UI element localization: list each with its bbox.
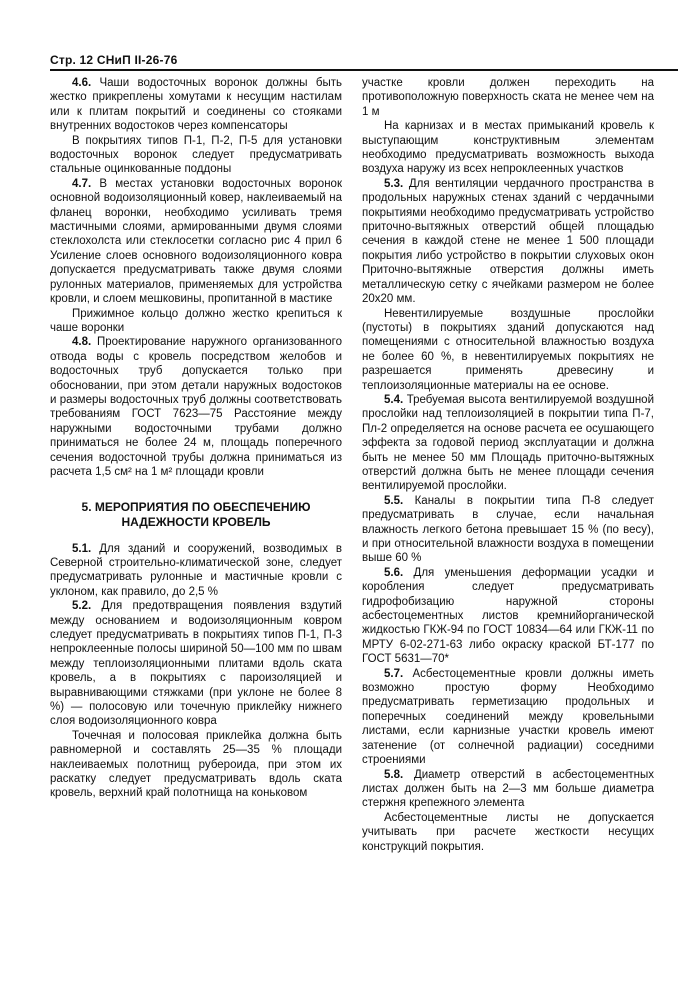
paragraph-4-7 <box>50 177 342 307</box>
clause-number: 5.1. <box>72 542 92 555</box>
clause-number: 4.6. <box>72 77 92 89</box>
paragraph-text: Чаши водосточных воронок должны быть жестко прикреплены хомутами к несущим настилам или к плитам покрытий и соединены со стояками внутренних водостоков через компенсаторы <box>50 77 342 133</box>
paragraph-text: Невентилируемые воздушные прослойки (пустоты) в покрытиях зданий допускаются над помещениями с относительной влажностью воздуха не более 60 %, в невентилируемых покрытиях не разрешается применять древесину и теплоизоляционные материалы на ее основе. <box>362 307 654 392</box>
clause-number: 5.2. <box>72 600 92 613</box>
paragraph-5-2 <box>50 599 342 729</box>
paragraph-text: Асбестоцементные кровли должны иметь возможно простую форму Необходимо предусматривать герметизацию продольных и поперечных соединений между кровельными листами, если карнизные участки кровель имеют затенение (от солнечной радиации) соседними строениями <box>362 667 654 767</box>
paragraph-5-7 <box>362 667 654 768</box>
clause-number: 4.7. <box>72 177 92 190</box>
clause-number: 5.8. <box>384 768 404 781</box>
paragraph-text: Для зданий и сооружений, возводимых в Северной строительно-климатической зоне, следует предусматривать рулонные и мастичные кровли с уклоном, как правило, до 2,5 % <box>50 542 342 598</box>
clause-number: 5.6. <box>384 566 404 579</box>
paragraph-5-6 <box>362 566 654 667</box>
clause-number: 5.3. <box>384 177 404 190</box>
paragraph-text: Прижимное кольцо должно жестко крепиться к чаше воронки <box>50 307 342 334</box>
section-title <box>50 500 342 529</box>
paragraph-text: Асбестоцементные листы не допускается учитывать при расчете жесткости несущих конструкций покрытия. <box>362 811 654 853</box>
paragraph-text: Для уменьшения деформации усадки и коробления следует предусматривать гидрофобизацию наружной стороны асбестоцементных листов кремнийорганической жидкостью ГКЖ-94 по ГОСТ 10834—64 или ГКЖ-11 по МРТУ 6-02-271-63 либо окраску краской БТ-177 по ГОСТ 5631—70* <box>362 566 654 666</box>
page-header: Стр. 12 СНиП II-26-76 <box>50 53 178 67</box>
paragraph-text: участке кровли должен переходить на противоположную поверхность ската не менее чем на 1 м <box>362 77 654 118</box>
paragraph-5-1 <box>50 542 342 600</box>
clause-number: 4.8. <box>72 336 92 349</box>
paragraph-text: Для вентиляции чердачного пространства в продольных наружных стенах зданий с чердачными покрытиями необходимо предусматривать устройство приточно-вытяжных отверстий общей площадью сечения в каждой стене не менее 1 500 площади покрытия либо устройство в покрытии слуховых окон Приточно-вытяжные отверстия должны иметь металлическую сетку с ячейками размером не более 20x20 мм. <box>362 177 654 306</box>
paragraph-text: В местах установки водосточных воронок основной водоизоляционный ковер, наклеиваемый на фланец воронки, необходимо усиливать тремя мастичными слоями, армированными двумя слоями стеклохолста или стеклосетки согласно рис 4 прил 6 Усиление слоев основного водоизоляционного ковра допускается предусматривать также двумя слоями рулонных материалов, применяемых для устройства кровли, и слоем мешковины, пропитанной в мастике <box>50 177 342 306</box>
header-rule <box>50 69 678 71</box>
paragraph-5-3 <box>362 177 654 307</box>
clause-number: 5.5. <box>384 494 404 507</box>
paragraph-text: Для предотвращения появления вздутий между основанием и водоизоляционным ковром следует предусматривать в покрытиях типов П-1, П-3 непроклеенные полосы шириной 50—100 мм по швам между теплоизоляционными плитами вдоль ската кровель, а в покрытиях с пароизоляцией и выравнивающими стяжками (при уклоне не более 8 %) — полосовую или точечную приклейку нижнего слоя водоизоляционного ковра <box>50 600 342 728</box>
section-title-line1: 5. МЕРОПРИЯТИЯ ПО ОБЕСПЕЧЕНИЮ <box>81 500 311 515</box>
paragraph-text: Проектирование наружного организованного отвода воды с кровель посредством желобов и водосточных труб допускается только при обосновании, при этом детали наружных водостоков и размеры водосточных труб должны соответствовать требованиям ГОСТ 7623—75 Расстояние между наружными водосточными трубами должно приниматься не более 24 м, площадь поперечного сечения водосточной трубы должна приниматься из расчета 1,5 см² на 1 м² площади кровли <box>50 336 342 478</box>
left-column <box>50 76 342 801</box>
paragraph-text: Требуемая высота вентилируемой воздушной прослойки над теплоизоляцией в покрытии типа П-7, Пл-2 определяется на основе расчета ее осушающего эффекта за годовой период эксплуатации и должна быть не менее 50 мм Площадь приточно-вытяжных отверстий должна быть не менее площади сечения вентилируемой прослойки. <box>362 393 655 493</box>
paragraph-text: На карнизах и в местах примыканий кровель к выступающим конструктивным элементам необходимо предусматривать возможность выхода воздуха наружу из всех непроклеенных участков <box>362 120 654 176</box>
paragraph-5-5 <box>362 494 654 566</box>
section-title-line2: НАДЕЖНОСТИ КРОВЕЛЬ <box>121 514 271 529</box>
paragraph-4-8 <box>50 335 342 479</box>
clause-number: 5.7. <box>384 667 404 680</box>
paragraph-4-6 <box>50 76 342 134</box>
paragraph-text: Каналы в покрытии типа П-8 следует предусматривать в случае, если начальная влажность легкого бетона превышает 15 % (по весу), и при относительной влажности воздуха в помещении выше 60 % <box>362 494 654 565</box>
paragraph-text: Точечная и полосовая приклейка должна быть равномерной и составлять 25—35 % площади наклеиваемых полотнищ рубероида, при этом их раскатку следует предусматривать вдоль ската кровель, верхний край полотнища на коньковом <box>50 729 342 800</box>
right-column <box>362 76 654 854</box>
paragraph-5-8 <box>362 768 654 811</box>
paragraph-text: В покрытиях типов П-1, П-2, П-5 для установки водосточных воронок следует предусматривать стальные оцинкованные поддоны <box>50 134 342 176</box>
paragraph-5-4 <box>362 393 654 494</box>
clause-number: 5.4. <box>384 393 404 406</box>
paragraph-text: Диаметр отверстий в асбестоцементных листах должен быть на 2—3 мм больше диаметра стержня крепежного элемента <box>362 768 654 810</box>
